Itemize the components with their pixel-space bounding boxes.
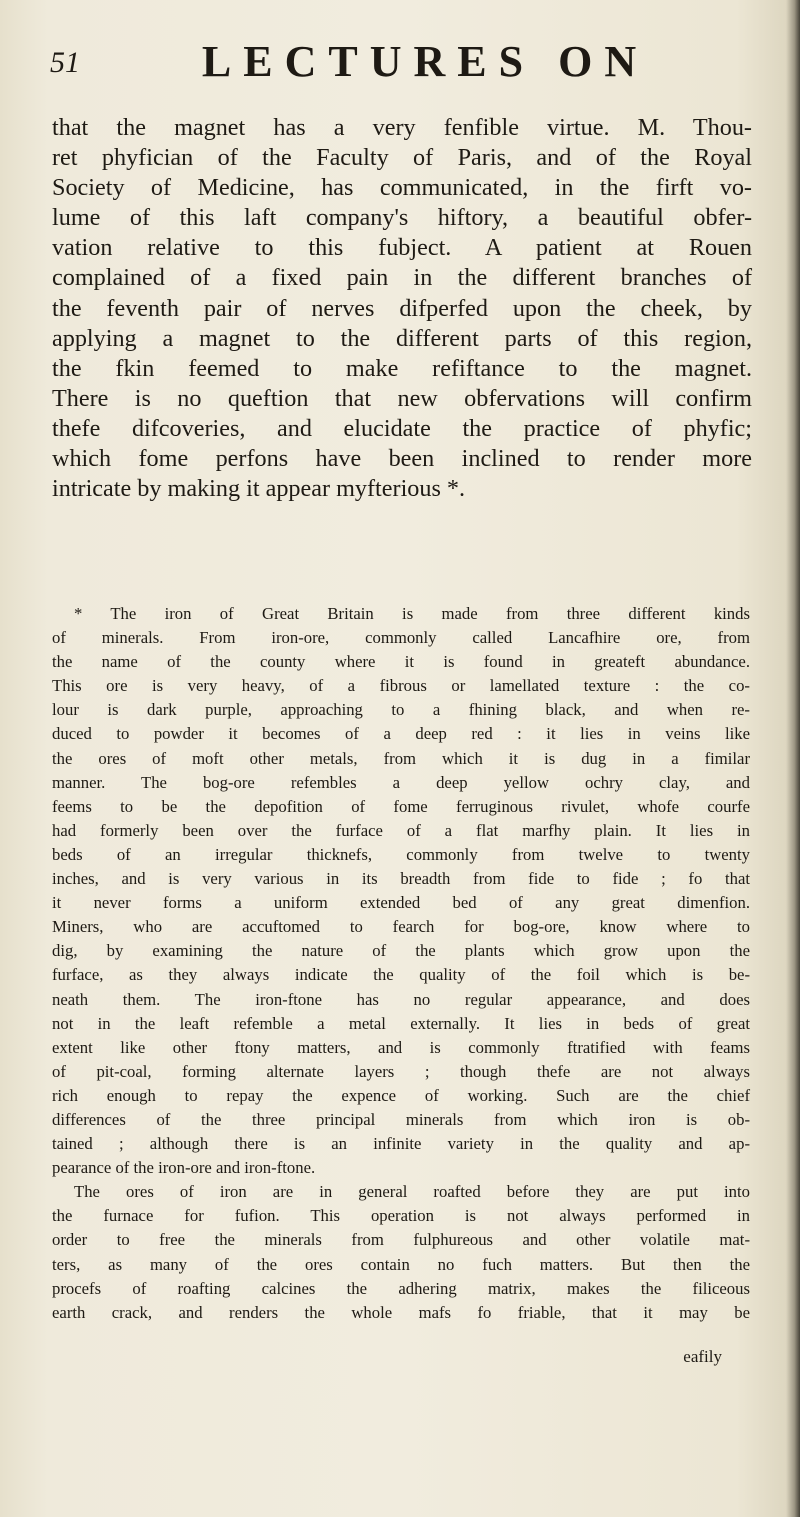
page-number: 51 bbox=[50, 46, 80, 79]
footnote-line: the furnace for fufion. This operation is not always performed in bbox=[52, 1206, 750, 1226]
footnote-line: inches, and is very various in its breadth from fide to fide ; fo that bbox=[52, 869, 750, 889]
main-text-block bbox=[52, 113, 752, 504]
footnote-line: pearance of the iron-ore and iron-ftone. bbox=[52, 1158, 316, 1178]
page-header bbox=[50, 36, 750, 92]
footnote-line: had formerly been over the furface of a flat marfhy plain. It lies in bbox=[52, 820, 750, 840]
footnote-line: of pit-coal, forming alternate layers ; though thefe are not always bbox=[52, 1061, 750, 1081]
footnote-line: manner. The bog-ore refembles a deep yellow ochry clay, and bbox=[52, 772, 750, 792]
running-head: LECTURES ON bbox=[201, 37, 649, 86]
footnote-line: the name of the county where it is found in greateft abundance. bbox=[52, 652, 750, 672]
text-line: Society of Medicine, has communicated, in the firft vo- bbox=[52, 174, 752, 202]
text-line: thefe difcoveries, and elucidate the practice of phyfic; bbox=[52, 414, 752, 442]
footnote-line: not in the leaft refemble a metal externally. It lies in beds of great bbox=[52, 1013, 750, 1033]
footnote-line: dig, by examining the nature of the plants which grow upon the bbox=[52, 941, 750, 961]
footnote-block bbox=[52, 602, 750, 1325]
footnote-line: * The iron of Great Britain is made from three different kinds bbox=[74, 604, 750, 623]
footnote-line: earth crack, and renders the whole mafs fo friable, that it may be bbox=[52, 1302, 750, 1322]
footnote-line: rich enough to repay the expence of working. Such are the chief bbox=[52, 1085, 750, 1105]
text-line: that the magnet has a very fenfible virtue. M. Thou- bbox=[52, 114, 752, 141]
text-line: lume of this laft company's hiftory, a beautiful obfer- bbox=[52, 204, 752, 232]
footnote-line: the ores of moft other metals, from which it is dug in a fimilar bbox=[52, 748, 750, 768]
footnote-line: This ore is very heavy, of a fibrous or lamellated texture : the co- bbox=[52, 676, 750, 696]
footnote-line: feems to be the depofition of fome ferruginous rivulet, whofe courfe bbox=[52, 796, 750, 816]
text-line: ret phyfician of the Faculty of Paris, and of the Royal bbox=[52, 144, 752, 172]
footnote-line: beds of an irregular thicknefs, commonly from twelve to twenty bbox=[52, 844, 750, 864]
footnote-line: ters, as many of the ores contain no fuch matters. But then the bbox=[52, 1254, 750, 1274]
footnote-line: The ores of iron are in general roafted before they are put into bbox=[74, 1182, 750, 1202]
footnote-line: extent like other ftony matters, and is commonly ftratified with feams bbox=[52, 1037, 750, 1057]
footnote-line: order to free the minerals from fulphureous and other volatile mat- bbox=[52, 1230, 750, 1250]
catchword: eafily bbox=[683, 1347, 722, 1366]
footnote-line: differences of the three principal minerals from which iron is ob- bbox=[52, 1109, 750, 1129]
text-line: complained of a fixed pain in the different branches of bbox=[52, 264, 752, 292]
footnote-line: furface, as they always indicate the quality of the foil which is be- bbox=[52, 965, 750, 985]
footnote-line: Miners, who are accuftomed to fearch for bog-ore, know where to bbox=[52, 917, 750, 937]
text-line: applying a magnet to the different parts of this region, bbox=[52, 324, 752, 352]
footnote-line: lour is dark purple, approaching to a fhining black, and when re- bbox=[52, 700, 750, 720]
footnote-line: procefs of roafting calcines the adhering matrix, makes the filiceous bbox=[52, 1278, 750, 1298]
text-line: the feventh pair of nerves difperfed upon the cheek, by bbox=[52, 294, 752, 322]
footnote-line: neath them. The iron-ftone has no regular appearance, and does bbox=[52, 989, 750, 1009]
footnote-line: duced to powder it becomes of a deep red : it lies in veins like bbox=[52, 724, 750, 744]
footnote-line: of minerals. From iron-ore, commonly called Lancafhire ore, from bbox=[52, 628, 750, 648]
text-line: intricate by making it appear myfterious *. bbox=[52, 475, 466, 503]
text-line: vation relative to this fubject. A patient at Rouen bbox=[52, 234, 752, 262]
text-line: There is no queftion that new obfervations will confirm bbox=[52, 384, 752, 412]
text-line: the fkin feemed to make refiftance to the magnet. bbox=[52, 354, 752, 382]
footnote-line: tained ; although there is an infinite variety in the quality and ap- bbox=[52, 1134, 750, 1154]
text-line: which fome perfons have been inclined to render more bbox=[52, 445, 752, 473]
footnote-line: it never forms a uniform extended bed of any great dimenfion. bbox=[52, 893, 750, 913]
page-gutter-shadow bbox=[786, 0, 800, 1517]
